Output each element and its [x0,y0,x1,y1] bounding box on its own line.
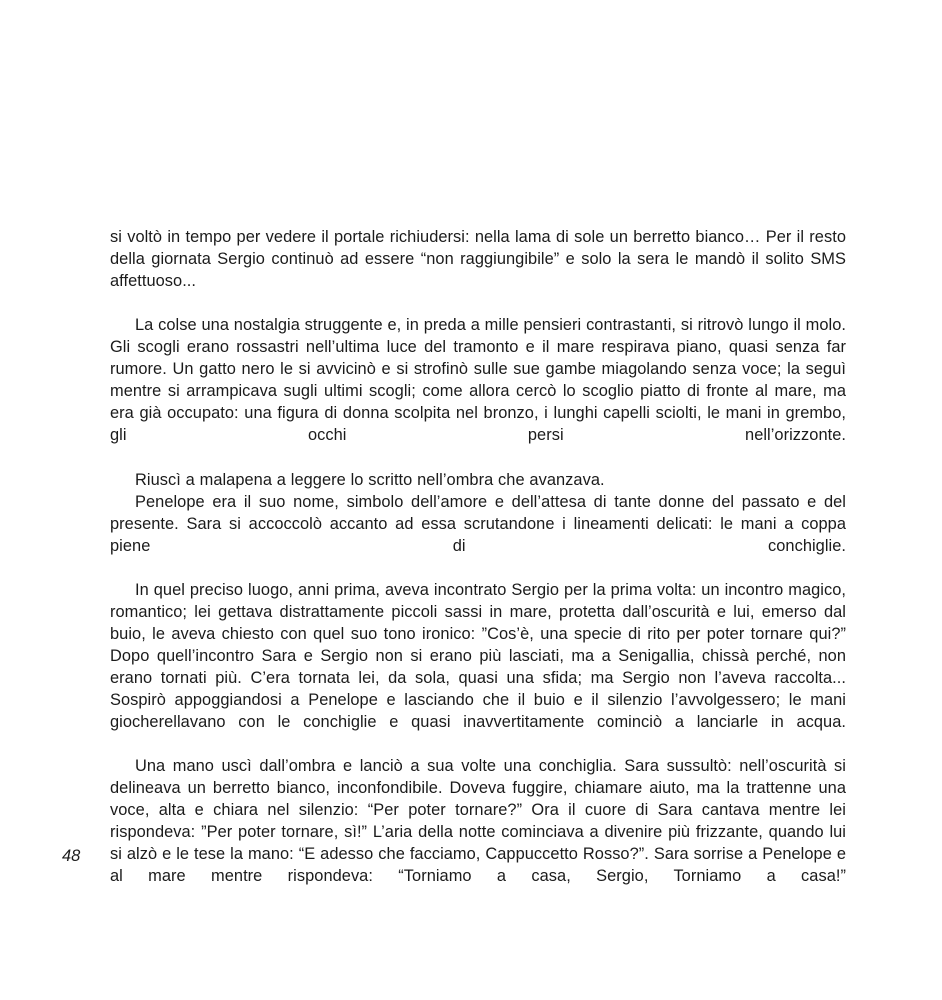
paragraph: La colse una nostalgia struggente e, in preda a mille pensieri contrastanti, si ritrovò lungo il molo. Gli scogli erano rossastri nell’ultima luce del tramonto e il mare respirava piano, quasi senza far rumore. Un gatto nero le si avvicinò e si strofinò sulle sue gambe miagolando senza voce; la seguì mentre si arrampicava sugli ultimi scogli; come allora cercò lo scoglio piatto di fronte al mare, ma era già occupato: una figura di donna scolpita nel bronzo, i lunghi capelli sciolti, le mani in grembo, gli occhi persi nell’orizzonte. [110,316,846,445]
paragraph: Riuscì a malapena a leggere lo scritto nell’ombra che avanzava. [135,470,605,489]
page-text-block [110,226,846,909]
paragraph: Una mano uscì dall’ombra e lanciò a sua volte una conchiglia. Sara sussultò: nell’oscurità si delineava un berretto bianco, inconfondibile. Doveva fuggire, chiamare aiuto, ma la trattenne una voce, alta e chiara nel silenzio: “Per poter tornare?” Ora il cuore di Sara cantava mentre lei rispondeva: ”Per poter tornare, sì!” L’aria della notte cominciava a divenire più frizzante, quando lui si alzò e le tese la mano: “E adesso che facciamo, Cappuccetto Rosso?”. Sara sorrise a Penelope e al mare mentre rispondeva: “Torniamo a casa, Sergio, Torniamo a casa!” [110,757,846,886]
paragraph: si voltò in tempo per vedere il portale richiudersi: nella lama di sole un berretto bianco… Per il resto della giornata Sergio continuò ad essere “non raggiungibile” e solo la sera le mandò il solito SMS affettuoso... [110,228,846,291]
paragraph: In quel preciso luogo, anni prima, aveva incontrato Sergio per la prima volta: un incontro magico, romantico; lei gettava distrattamente piccoli sassi in mare, protetta dall’oscurità e lui, emerso dal buio, le aveva chiesto con quel suo tono ironico: ”Cos’è, una specie di rito per poter tornare qui?” Dopo quell’incontro Sara e Sergio non si erano più lasciati, ma a Senigallia, chissà perché, non erano tornati più. C’era tornata lei, da sola, quasi una sfida; ma Sergio non l’aveva raccolta... Sospirò appoggiandosi a Penelope e lasciando che il buio e il silenzio l’avvolgessero; le mani giocherellavano con le conchiglie e quasi inavvertitamente cominciò a lanciarle in acqua. [110,580,846,732]
page-number: 48 [62,847,81,865]
paragraph: Penelope era il suo nome, simbolo dell’amore e dell’attesa di tante donne del passato e del presente. Sara si accoccolò accanto ad essa scrutandone i lineamenti delicati: le mani a coppa piene di conchiglie. [110,492,846,555]
